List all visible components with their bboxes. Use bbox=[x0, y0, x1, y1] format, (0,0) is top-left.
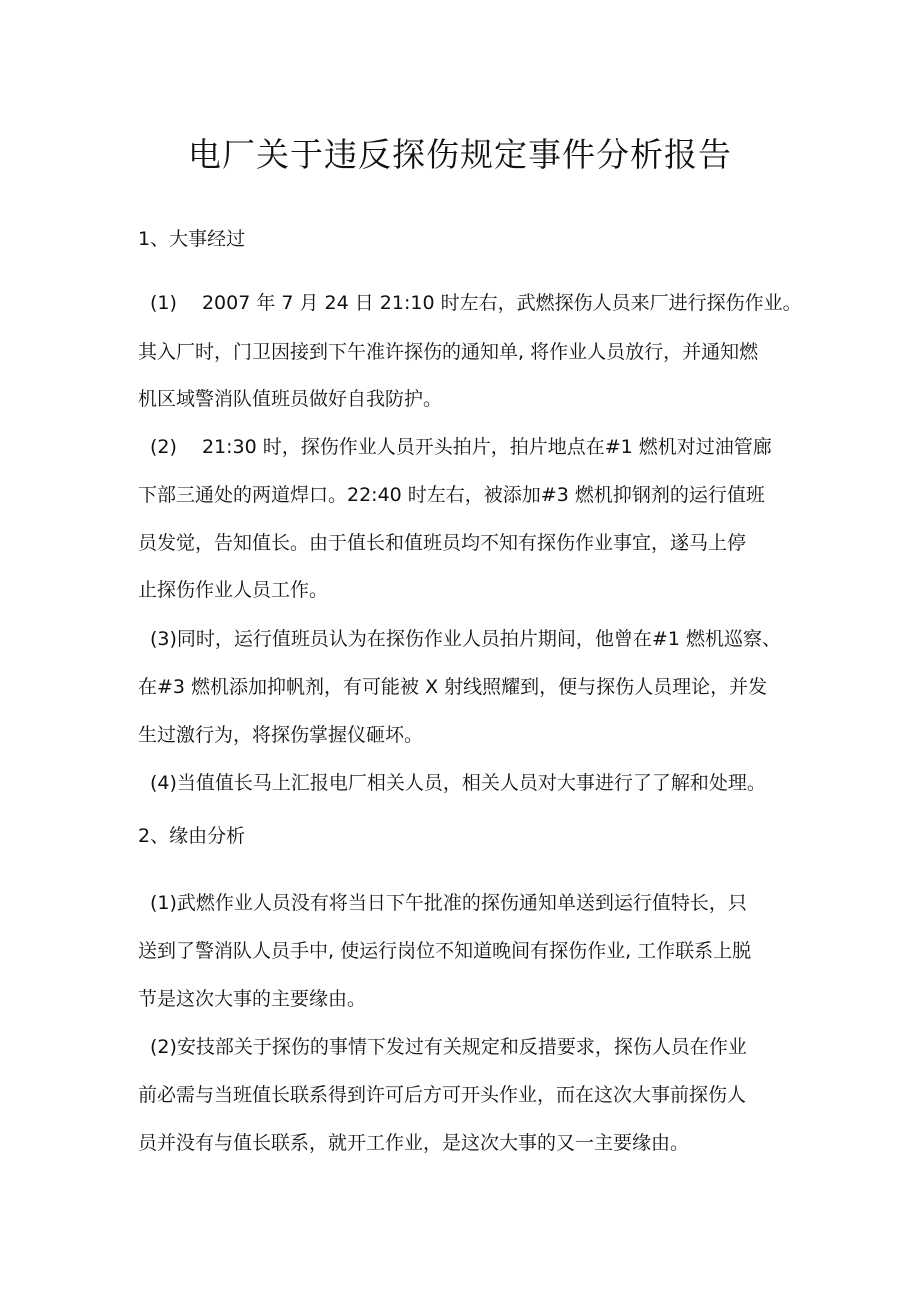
paragraph-line: 送到了警消队人员手中, 使运行岗位不知道晚间有探伤作业, 工作联系上脱 bbox=[138, 940, 752, 962]
paragraph-line: (3)同时，运行值班员认为在探伤作业人员拍片期间，他曾在#1 燃机巡察、 bbox=[150, 628, 781, 650]
paragraph-line: 前必需与当班值长联系得到许可后方可开头作业，而在这次大事前探伤人 bbox=[138, 1084, 747, 1106]
paragraph-line: 生过激行为，将探伤掌握仪砸坏。 bbox=[138, 724, 424, 746]
paragraph-line: (4)当值值长马上汇报电厂相关人员，相关人员对大事进行了了解和处理。 bbox=[150, 772, 766, 794]
paragraph-line: 止探伤作业人员工作。 bbox=[138, 579, 329, 601]
paragraph-line: 员发觉，告知值长。由于值长和值班员均不知有探伤作业事宜，遂马上停 bbox=[138, 532, 747, 554]
paragraph-line: 其入厂时，门卫因接到下午准许探伤的通知单, 将作业人员放行，并通知燃 bbox=[138, 341, 759, 363]
paragraph-line: 在#3 燃机添加抑帆剂，有可能被 X 射线照耀到，便与探伤人员理论，并发 bbox=[138, 676, 768, 698]
paragraph-line: 机区域警消队值班员做好自我防护。 bbox=[138, 388, 443, 410]
paragraph-line: 员并没有与值长联系，就开工作业，是这次大事的又一主要缘由。 bbox=[138, 1132, 690, 1154]
paragraph-line: (1)武燃作业人员没有将当日下午批准的探伤通知单送到运行值特长，只 bbox=[150, 892, 747, 914]
page-title: 电厂关于违反探伤规定事件分析报告 bbox=[188, 135, 732, 174]
paragraph-line: 下部三通处的两道焊口。22:40 时左右，被添加#3 燃机抑钢剂的运行值班 bbox=[138, 484, 765, 506]
paragraph-line: (2) 21:30 时，探伤作业人员开头拍片，拍片地点在#1 燃机对过油管廊 bbox=[150, 436, 772, 458]
paragraph-line: (2)安技部关于探伤的事情下发过有关规定和反措要求，探伤人员在作业 bbox=[150, 1036, 747, 1058]
paragraph-line: 节是这次大事的主要缘由。 bbox=[138, 988, 367, 1010]
paragraph-line: (1) 2007 年 7 月 24 日 21:10 时左右，武燃探伤人员来厂进行探伤作业。 bbox=[150, 292, 802, 314]
section-heading-1: 1、大事经过 bbox=[138, 228, 246, 250]
section-heading-2: 2、缘由分析 bbox=[138, 825, 246, 847]
